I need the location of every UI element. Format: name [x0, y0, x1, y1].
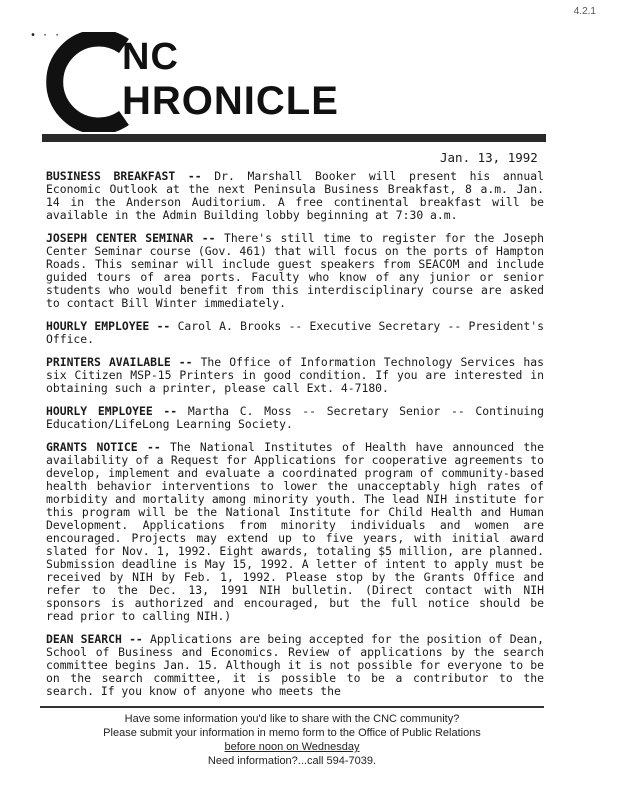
- footer-notice: [40, 712, 544, 768]
- item-heading: DEAN SEARCH --: [46, 632, 143, 646]
- item-heading: JOSEPH CENTER SEMINAR --: [46, 231, 216, 245]
- item-heading: GRANTS NOTICE --: [46, 440, 161, 454]
- news-item: [46, 170, 544, 222]
- footer-deadline: before noon on Wednesday: [224, 741, 360, 753]
- news-item: [46, 441, 544, 623]
- item-body: Applications are being accepted for the position of Dean, School of Business and Economics. Review of applications by the search committee begins Jan. 15. Although it is not possible for everyone to be on the search committee, it is possible to be a contributor to the search. If you know of anyone who meets the: [46, 632, 544, 698]
- footer-line: Please submit your information in memo form to the Office of Public Relations: [103, 727, 481, 739]
- masthead-logo: [40, 32, 370, 132]
- news-item: [46, 356, 544, 395]
- item-body: Martha C. Moss -- Secretary Senior -- Continuing Education/LifeLong Learning Society.: [46, 404, 544, 431]
- issue-date: Jan. 13, 1992: [440, 150, 538, 165]
- news-item: [46, 405, 544, 431]
- item-heading: HOURLY EMPLOYEE --: [46, 404, 178, 418]
- item-heading: PRINTERS AVAILABLE --: [46, 355, 193, 369]
- item-body: The Office of Information Technology Services has six Citizen MSP-15 Printers in good condition. If you are interested in obtaining such a printer, please call Ext. 4-7180.: [46, 355, 544, 395]
- masthead-line2: HRONICLE: [122, 79, 339, 123]
- masthead-rule: [42, 134, 546, 142]
- footer-contact: Need information?...call 594-7039.: [207, 755, 377, 767]
- news-item: [46, 633, 544, 698]
- masthead-line1: NC: [122, 36, 179, 78]
- news-item: [46, 320, 544, 346]
- news-items: [46, 170, 544, 708]
- item-body: There's still time to register for the Joseph Center Seminar course (Gov. 461) that will focus on the ports of Hampton Roads. This seminar will include guest speakers from SEACOM and include guided tours of area ports. Faculty who know of any junior or senior students who would benefit from this interdisciplinary course are asked to contact Bill Winter immediately.: [46, 231, 544, 310]
- item-body: The National Institutes of Health have announced the availability of a Request for Applications for cooperative agreements to develop, implement and evaluate a coordinated program of community-based health behavior interventions to lower the unacceptably high rates of morbidity and mortality among minority youth. The lead NIH institute for this program will be the National Institute for Child Health and Human Development. Applications from minority individuals and women are encouraged. Projects may extend up to five years, with initial award slated for Nov. 1, 1992. Eight awards, totaling $5 million, are planned. Submission deadline is May 15, 1992. A letter of intent to apply must be received by NIH by Feb. 1, 1992. Please stop by the Grants Office and refer to the Dec. 13, 1991 NIH bulletin. (Direct contact with NIH sponsors is authorized and encouraged, but the full notice should be read prior to calling NIH.): [46, 440, 544, 623]
- item-body: Dr. Marshall Booker will present his annual Economic Outlook at the next Peninsula Business Breakfast, 8 a.m. Jan. 14 in the Anderson Auditorium. A free continental breakfast will be available in the Admin Building lobby beginning at 7:30 a.m.: [46, 169, 544, 222]
- news-item: [46, 232, 544, 310]
- item-body: Carol A. Brooks -- Executive Secretary -- President's Office.: [46, 319, 544, 346]
- item-heading: BUSINESS BREAKFAST --: [46, 169, 202, 183]
- page-number-mark: 4.2.1: [573, 6, 596, 17]
- item-heading: HOURLY EMPLOYEE --: [46, 319, 171, 333]
- footer-line: Have some information you'd like to share with the CNC community?: [124, 713, 460, 725]
- speck-marks: • · ·: [30, 30, 61, 41]
- footer-rule: [40, 706, 544, 708]
